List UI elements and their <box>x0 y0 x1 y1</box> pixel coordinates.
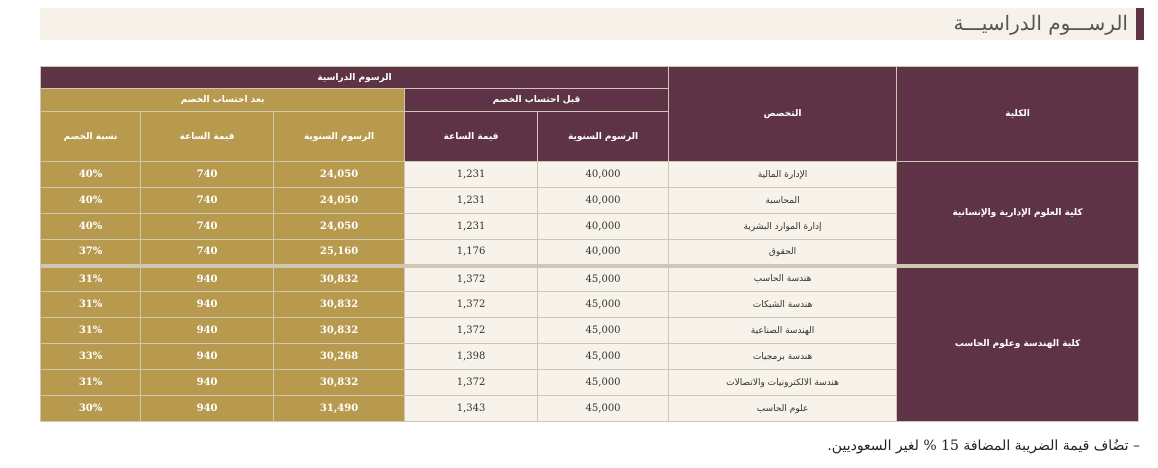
hour-before-cell: 1,372 <box>405 266 538 292</box>
spec-cell: علوم الحاسب <box>669 396 897 422</box>
annual-before-cell: 45,000 <box>538 370 669 396</box>
spec-cell: هندسة الالكترونيات والاتصالات <box>669 370 897 396</box>
hour-after-cell: 940 <box>141 266 274 292</box>
annual-before-cell: 40,000 <box>538 188 669 214</box>
discount-cell: 31% <box>41 370 141 396</box>
annual-after-cell: 24,050 <box>274 188 405 214</box>
hour-after-cell: 740 <box>141 188 274 214</box>
annual-after-cell: 31,490 <box>274 396 405 422</box>
header-hour-before: قيمة الساعة <box>405 112 538 162</box>
hour-before-cell: 1,372 <box>405 370 538 396</box>
discount-cell: 31% <box>41 266 141 292</box>
hour-after-cell: 940 <box>141 292 274 318</box>
title-bar <box>40 8 1138 40</box>
spec-cell: إدارة الموارد البشرية <box>669 214 897 240</box>
table-row <box>41 162 1139 188</box>
hour-before-cell: 1,398 <box>405 344 538 370</box>
annual-before-cell: 45,000 <box>538 266 669 292</box>
hour-before-cell: 1,231 <box>405 214 538 240</box>
annual-before-cell: 45,000 <box>538 292 669 318</box>
hour-before-cell: 1,231 <box>405 162 538 188</box>
annual-before-cell: 40,000 <box>538 240 669 266</box>
header-before-discount: قبل احتساب الخصم <box>405 89 669 112</box>
hour-after-cell: 940 <box>141 318 274 344</box>
annual-after-cell: 30,832 <box>274 318 405 344</box>
spec-cell: هندسة برمجيات <box>669 344 897 370</box>
hour-after-cell: 940 <box>141 344 274 370</box>
header-annual-before: الرسوم السنوية <box>538 112 669 162</box>
annual-before-cell: 45,000 <box>538 318 669 344</box>
discount-cell: 40% <box>41 214 141 240</box>
discount-cell: 40% <box>41 162 141 188</box>
annual-after-cell: 24,050 <box>274 162 405 188</box>
annual-before-cell: 45,000 <box>538 396 669 422</box>
annual-before-cell: 40,000 <box>538 214 669 240</box>
hour-after-cell: 740 <box>141 214 274 240</box>
discount-cell: 30% <box>41 396 141 422</box>
college-cell: كلية العلوم الإدارية والإنسانية <box>897 162 1139 266</box>
hour-before-cell: 1,343 <box>405 396 538 422</box>
discount-cell: 40% <box>41 188 141 214</box>
spec-cell: الإدارة المالية <box>669 162 897 188</box>
hour-before-cell: 1,231 <box>405 188 538 214</box>
discount-cell: 33% <box>41 344 141 370</box>
table-row <box>41 266 1139 292</box>
header-hour-after: قيمة الساعة <box>141 112 274 162</box>
spec-cell: هندسة الشبكات <box>669 292 897 318</box>
tuition-fees-table <box>40 66 1139 422</box>
vat-footnote: – تضُاف قيمة الضريبة المضافة 15 % لغير السعوديين. <box>827 438 1140 454</box>
annual-after-cell: 30,268 <box>274 344 405 370</box>
spec-cell: المحاسبة <box>669 188 897 214</box>
discount-cell: 37% <box>41 240 141 266</box>
annual-before-cell: 45,000 <box>538 344 669 370</box>
header-discount-rate: نسبة الخصم <box>41 112 141 162</box>
hour-after-cell: 940 <box>141 396 274 422</box>
college-cell: كلية الهندسة وعلوم الحاسب <box>897 266 1139 422</box>
annual-after-cell: 30,832 <box>274 266 405 292</box>
hour-after-cell: 940 <box>141 370 274 396</box>
annual-after-cell: 30,832 <box>274 370 405 396</box>
header-fees: الرسوم الدراسية <box>41 67 669 89</box>
header-specialization: التخصص <box>669 67 897 162</box>
page-title: الرســـوم الدراسيـــة <box>953 11 1128 35</box>
header-college: الكلية <box>897 67 1139 162</box>
annual-after-cell: 30,832 <box>274 292 405 318</box>
header-after-discount: بعد احتساب الخصم <box>41 89 405 112</box>
hour-before-cell: 1,176 <box>405 240 538 266</box>
discount-cell: 31% <box>41 292 141 318</box>
annual-before-cell: 40,000 <box>538 162 669 188</box>
header-annual-after: الرسوم السنوية <box>274 112 405 162</box>
hour-before-cell: 1,372 <box>405 292 538 318</box>
spec-cell: الحقوق <box>669 240 897 266</box>
title-accent-bar <box>1136 8 1144 40</box>
hour-before-cell: 1,372 <box>405 318 538 344</box>
annual-after-cell: 24,050 <box>274 214 405 240</box>
spec-cell: هندسة الحاسب <box>669 266 897 292</box>
hour-after-cell: 740 <box>141 162 274 188</box>
discount-cell: 31% <box>41 318 141 344</box>
spec-cell: الهندسة الصناعية <box>669 318 897 344</box>
annual-after-cell: 25,160 <box>274 240 405 266</box>
hour-after-cell: 740 <box>141 240 274 266</box>
